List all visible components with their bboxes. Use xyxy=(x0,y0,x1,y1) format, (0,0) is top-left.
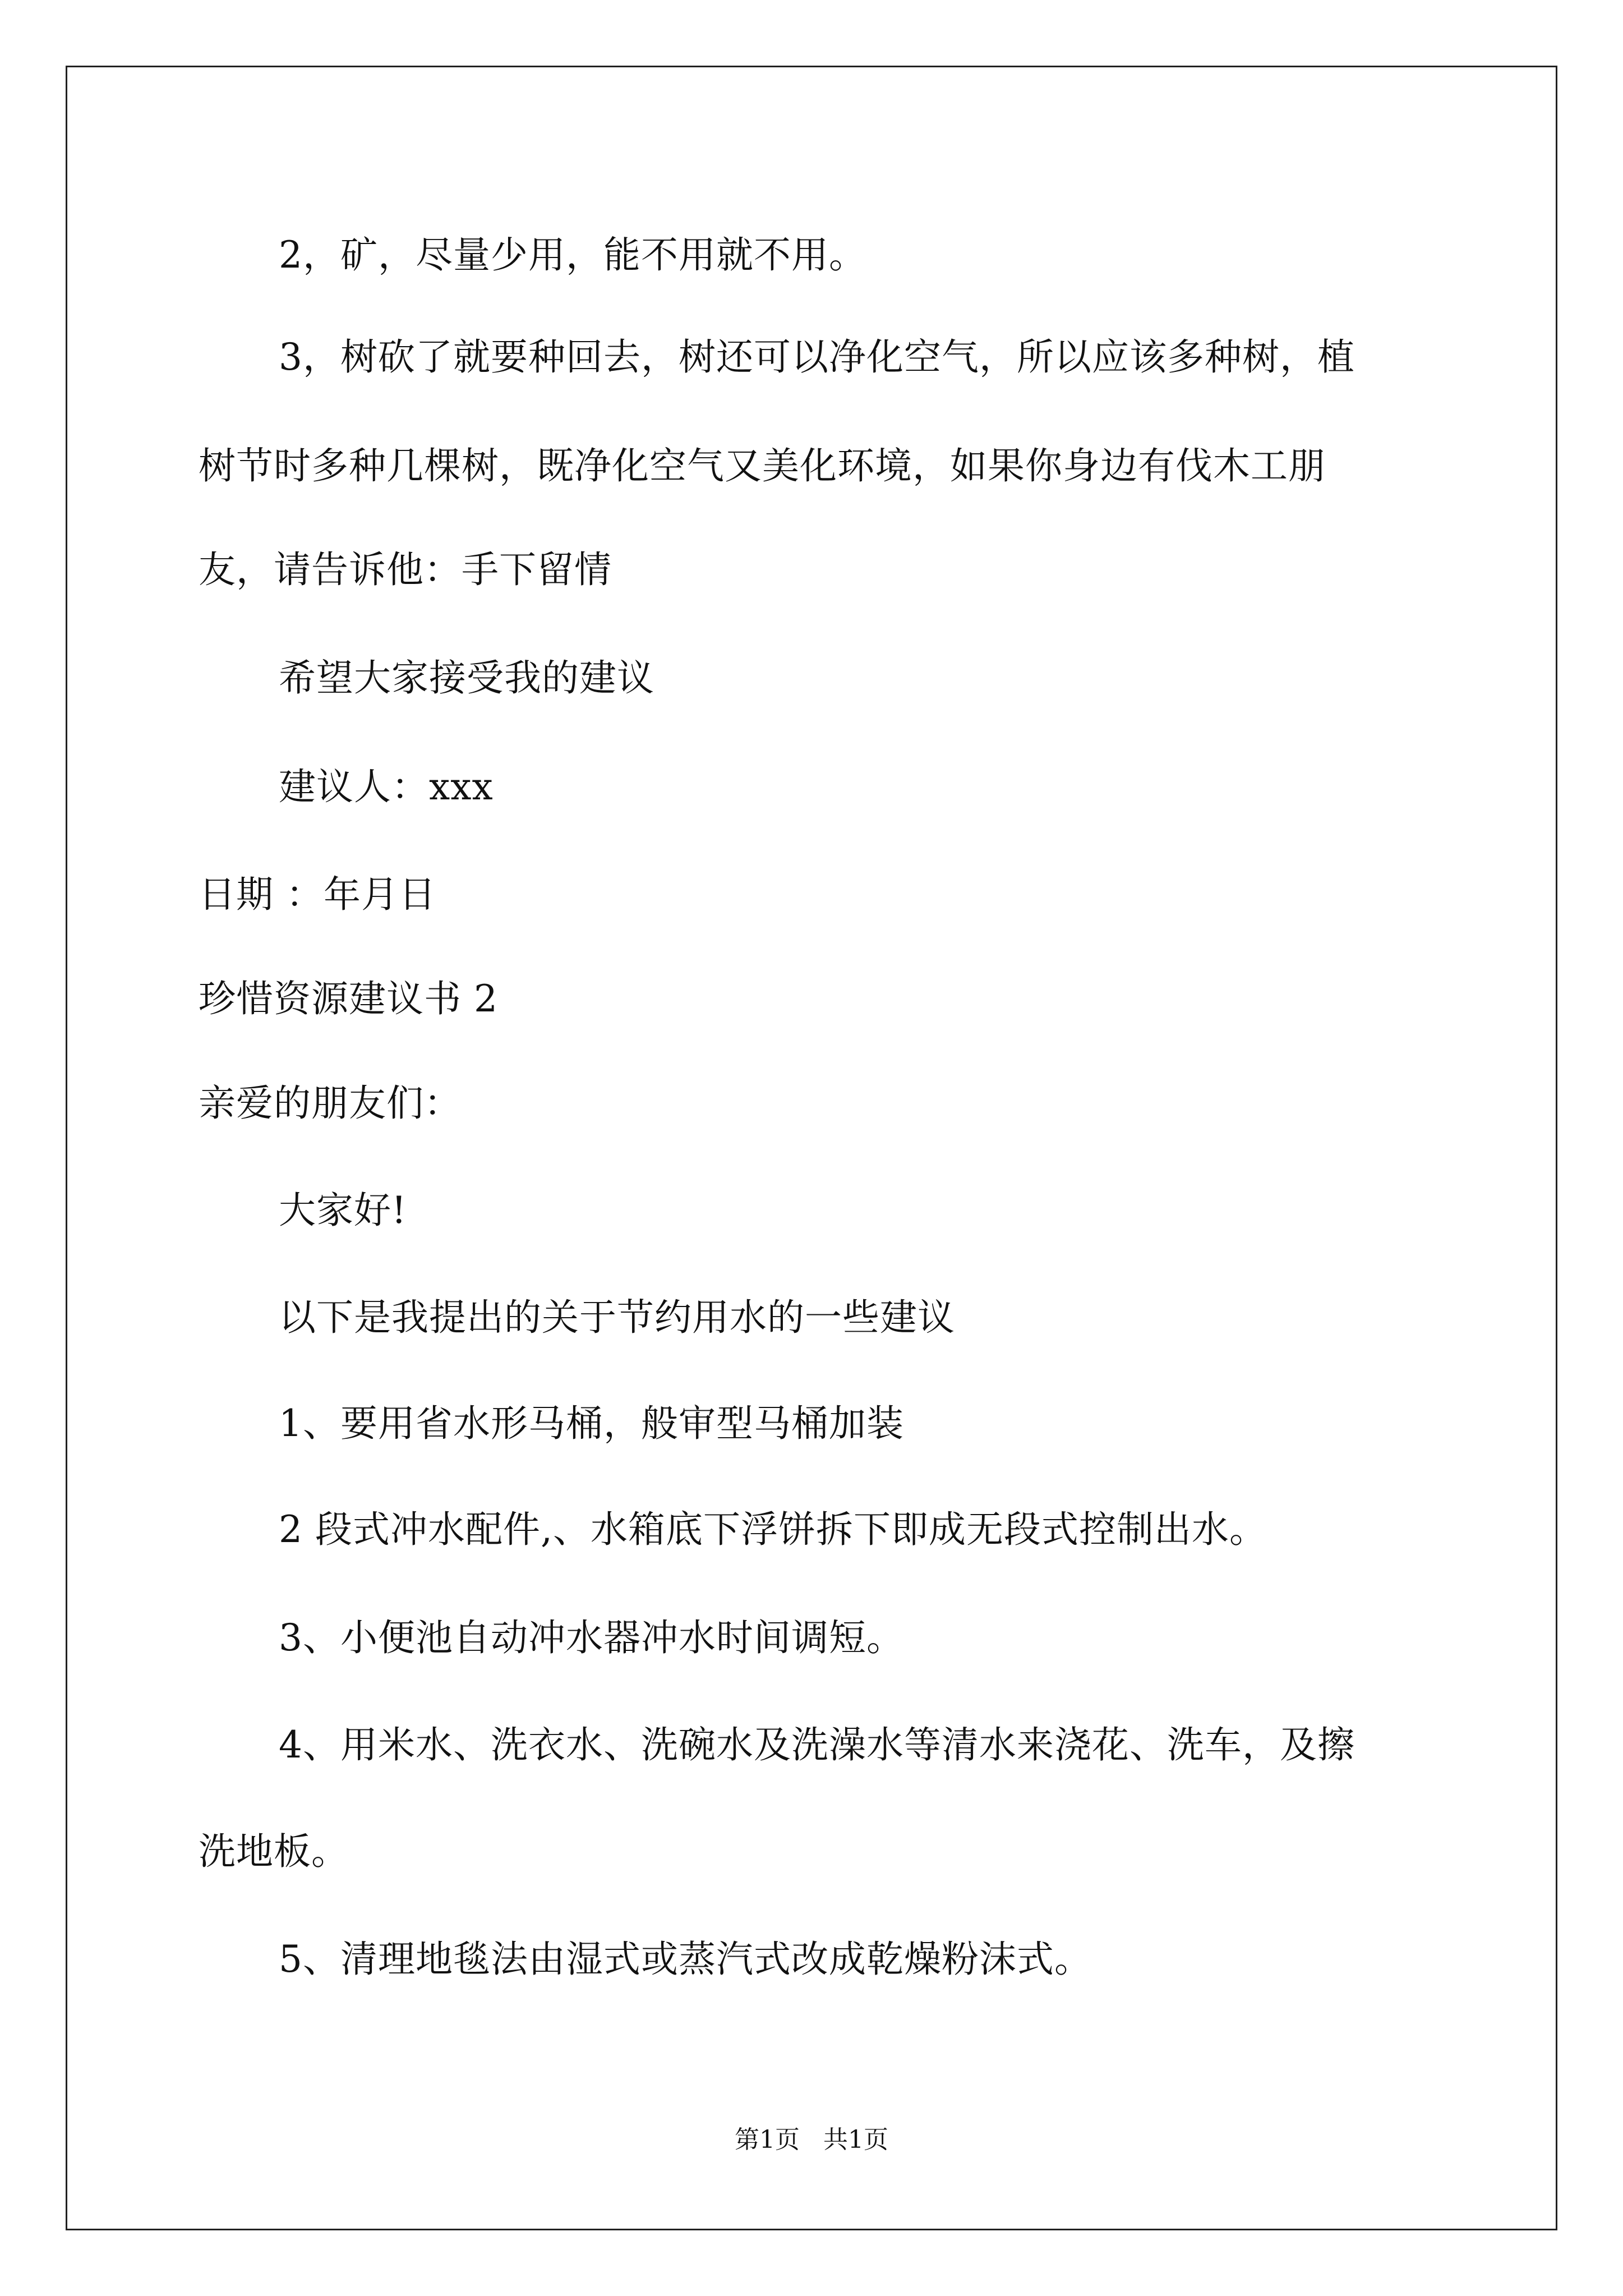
page-number-footer: 第1页 共1页 xyxy=(735,2125,888,2154)
paragraph-line: 友，请告诉他：手下留情 xyxy=(199,548,612,591)
list-item: 1、要用省水形马桶，般审型马桶加装 xyxy=(279,1402,904,1445)
list-item: 2 段式冲水配件,、水箱底下浮饼拆下即成无段式控制出水。 xyxy=(279,1508,1267,1551)
list-item: 4、用米水、洗衣水、洗碗水及洗澡水等清水来浇花、洗车，及擦 xyxy=(279,1723,1355,1766)
paragraph-line: 以下是我提出的关于节约用水的一些建议 xyxy=(279,1296,955,1339)
paragraph-line: 希望大家接受我的建议 xyxy=(279,656,654,700)
section-title: 珍惜资源建议书 2 xyxy=(199,977,498,1020)
list-item-continuation: 洗地板。 xyxy=(199,1830,349,1873)
list-item: 5、清理地毯法由湿式或蒸汽式改成乾燥粉沫式。 xyxy=(279,1938,1092,1981)
salutation: 亲爱的朋友们： xyxy=(199,1082,462,1125)
paragraph-line: 树节时多种几棵树，既净化空气又美化环境，如果你身边有伐木工朋 xyxy=(199,444,1326,487)
paragraph-line: 3，树砍了就要种回去，树还可以净化空气，所以应该多种树，植 xyxy=(279,335,1355,379)
page-border xyxy=(66,66,1557,2230)
list-item: 3、小便池自动冲水器冲水时间调短。 xyxy=(279,1616,904,1659)
paragraph-line: 2，矿，尽量少用，能不用就不用。 xyxy=(279,233,866,277)
date-line: 日期 ：年月日 xyxy=(199,873,436,916)
signer-line: 建议人：xxx xyxy=(279,765,494,808)
greeting: 大家好! xyxy=(279,1189,407,1232)
